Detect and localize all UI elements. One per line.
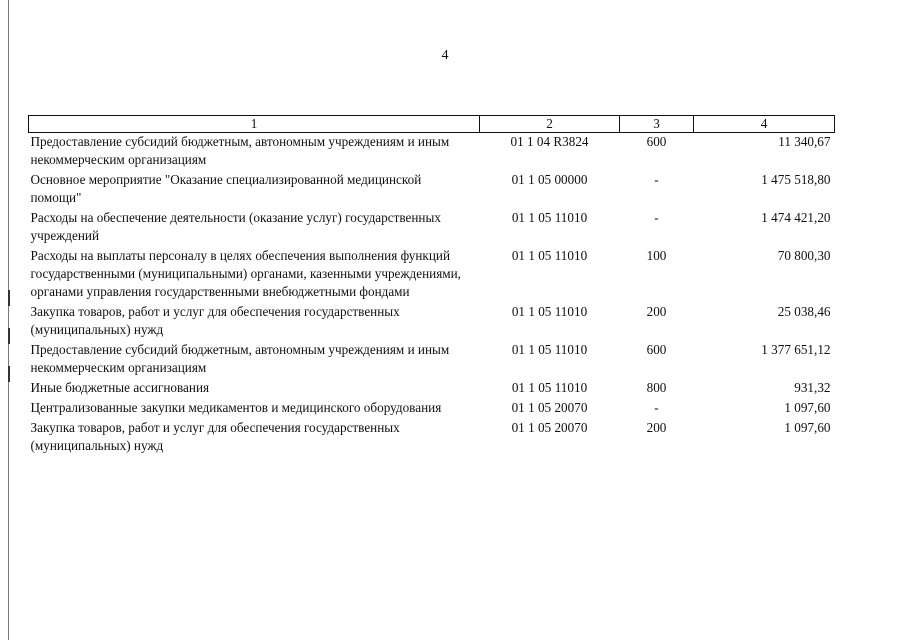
expense-type-cell: -	[654, 210, 659, 225]
target-code-cell: 01 1 05 11010	[511, 210, 588, 225]
target-code-cell: 01 1 05 20070	[511, 420, 588, 435]
table-row	[29, 303, 835, 341]
table-body	[29, 133, 835, 458]
column-header-4: 4	[694, 116, 835, 133]
page-number: 4	[441, 48, 449, 63]
amount-cell: 931,32	[794, 380, 831, 395]
expense-type-cell: 200	[646, 304, 667, 319]
target-code-cell: 01 1 04 R3824	[510, 134, 589, 149]
target-code-cell: 01 1 05 11010	[511, 342, 588, 357]
amount-cell: 1 377 651,12	[761, 342, 831, 357]
table-header	[29, 116, 835, 133]
expense-name-cell: Закупка товаров, работ и услуг для обеспечения государственных (муниципальных) нужд	[30, 304, 400, 337]
table-row	[29, 133, 835, 172]
column-header-3: 3	[620, 116, 694, 133]
table-row	[29, 171, 835, 209]
table-row	[29, 379, 835, 399]
expense-name-cell: Закупка товаров, работ и услуг для обеспечения государственных (муниципальных) нужд	[30, 420, 400, 453]
expense-name-cell: Предоставление субсидий бюджетным, автономным учреждениям и иным некоммерческим организациям	[30, 342, 450, 375]
target-code-cell: 01 1 05 00000	[511, 172, 588, 187]
table-row	[29, 209, 835, 247]
amount-cell: 1 097,60	[784, 400, 831, 415]
expense-type-cell: -	[654, 400, 659, 415]
expense-type-cell: 600	[646, 134, 667, 149]
target-code-cell: 01 1 05 11010	[511, 304, 588, 319]
target-code-cell: 01 1 05 11010	[511, 248, 588, 263]
expense-name-cell: Расходы на обеспечение деятельности (оказание услуг) государственных учреждений	[30, 210, 441, 243]
expense-name-cell: Иные бюджетные ассигнования	[30, 380, 210, 395]
amount-cell: 1 474 421,20	[761, 210, 831, 225]
margin-mark	[8, 366, 10, 382]
column-header-1: 1	[29, 116, 480, 133]
margin-mark	[8, 290, 10, 306]
page-left-edge	[8, 0, 9, 640]
amount-cell: 11 340,67	[778, 134, 831, 149]
expense-name-cell: Централизованные закупки медикаментов и медицинского оборудования	[30, 400, 442, 415]
expense-type-cell: -	[654, 172, 659, 187]
amount-cell: 70 800,30	[777, 248, 831, 263]
amount-cell: 1 475 518,80	[761, 172, 831, 187]
column-header-2: 2	[480, 116, 620, 133]
expense-type-cell: 800	[646, 380, 667, 395]
amount-cell: 25 038,46	[777, 304, 831, 319]
budget-table	[28, 115, 835, 457]
margin-mark	[8, 328, 10, 344]
table-row	[29, 419, 835, 457]
table-row	[29, 341, 835, 379]
table-row	[29, 247, 835, 303]
target-code-cell: 01 1 05 11010	[511, 380, 588, 395]
expense-name-cell: Основное мероприятие "Оказание специализированной медицинской помощи"	[30, 172, 422, 205]
expense-type-cell: 200	[646, 420, 667, 435]
expense-type-cell: 600	[646, 342, 667, 357]
target-code-cell: 01 1 05 20070	[511, 400, 588, 415]
amount-cell: 1 097,60	[784, 420, 831, 435]
table-row	[29, 399, 835, 419]
expense-type-cell: 100	[646, 248, 667, 263]
expense-name-cell: Предоставление субсидий бюджетным, автономным учреждениям и иным некоммерческим организациям	[30, 134, 450, 167]
expense-name-cell: Расходы на выплаты персоналу в целях обеспечения выполнения функций государственными (муниципальными) органами, казенными учреждениями, органами управления государственными внебюджетными фондами	[30, 248, 461, 299]
